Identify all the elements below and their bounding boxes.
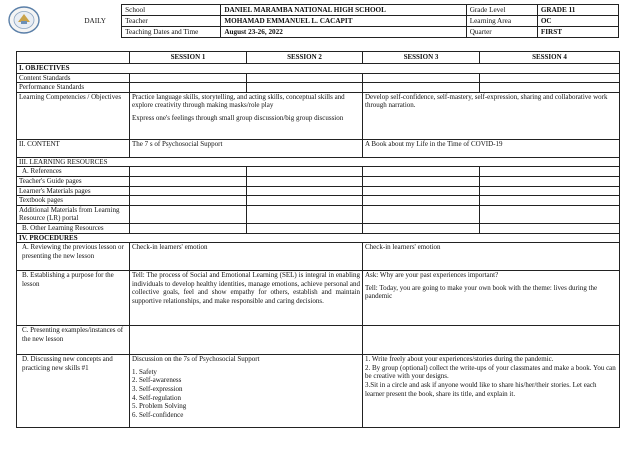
lesson-plan-table [16, 51, 620, 428]
objectives-heading: I. OBJECTIVES [17, 64, 620, 74]
textbook-row [17, 196, 620, 206]
list-item: 6. Self-confidence [132, 410, 184, 419]
competencies-s1-text-a: Practice language skills, storytelling, and acting skills, conceptual skills and explore creativity through making masks/role play [132, 92, 345, 110]
purpose-session-1: Tell: The process of Social and Emotional Learning (SEL) is integral in enabling individuals to develop healthy identities, manage emotions, achieve personal and collective goals, feel and show empathy for others, establish and maintain supportive relationships, and make responsible and caring decisions. [130, 271, 363, 326]
blank-corner-cell [17, 52, 130, 64]
purpose-s3-ask: Ask: Why are your past experiences important? [365, 271, 499, 280]
discussing-s1-title: Discussion on the 7s of Psychosocial Support [132, 355, 260, 364]
school-label: School [122, 5, 221, 16]
performance-standards-row [17, 83, 620, 93]
list-item: 3.Sit in a circle and ask if anyone would like to share his/her/their stories. Let each learner present the book, share its title, and explain it. [365, 380, 597, 398]
objectives-row [17, 64, 620, 74]
discussing-label: D. Discussing new concepts and practicing new skills #1 [17, 355, 130, 428]
session-2-header: SESSION 2 [247, 52, 363, 64]
resources-row [17, 157, 620, 167]
teacher-value: MOHAMAD EMMANUEL L. CACAPIT [221, 16, 466, 27]
header-info-table [5, 4, 619, 38]
quarter-label: Quarter [466, 27, 537, 38]
procedures-heading: IV. PROCEDURES [17, 233, 620, 243]
competencies-session-3: Develop self-confidence, self-mastery, self-expression, sharing and collaborative work through narration. [363, 92, 620, 139]
content-label: II. CONTENT [17, 139, 130, 157]
content-row [17, 139, 620, 157]
review-session-1: Check-in learners' emotion [130, 243, 363, 271]
review-label: A. Reviewing the previous lesson or presenting the new lesson [17, 243, 130, 271]
competencies-label: Learning Competencies / Objectives [17, 92, 130, 139]
list-item: 1. Safety [132, 367, 157, 376]
content-session-3: A Book about my Life in the Time of COVID-19 [363, 139, 620, 157]
procedures-row [17, 233, 620, 243]
list-item: 2. By group (optional) collect the write-ups of your classmates and make a book. You can be creative with your designs. [365, 363, 616, 381]
performance-standards-label: Performance Standards [17, 83, 130, 93]
discussing-session-3 [363, 355, 620, 428]
teacher-label: Teacher [122, 16, 221, 27]
learning-area-label: Learning Area [466, 16, 537, 27]
discussing-session-1 [130, 355, 363, 428]
other-resources-label: B. Other Learning Resources [17, 223, 130, 233]
content-standards-label: Content Standards [17, 73, 130, 83]
discussing-row [17, 355, 620, 428]
purpose-label: B. Establishing a purpose for the lesson [17, 271, 130, 326]
daily-label: DAILY [84, 17, 106, 25]
other-resources-row [17, 223, 620, 233]
grade-level-value: GRADE 11 [537, 5, 618, 16]
presenting-label: C. Presenting examples/instances of the new lesson [17, 326, 130, 355]
teachers-guide-label: Teacher's Guide pages [17, 176, 130, 186]
list-item: 3. Self-expression [132, 384, 183, 393]
purpose-row [17, 271, 620, 326]
content-session-1: The 7 s of Psychosocial Support [130, 139, 363, 157]
session-1-header: SESSION 1 [130, 52, 247, 64]
references-label: A. References [17, 167, 130, 177]
grade-level-label: Grade Level [466, 5, 537, 16]
session-4-header: SESSION 4 [480, 52, 620, 64]
teachers-guide-row [17, 176, 620, 186]
quarter-value: FIRST [537, 27, 618, 38]
textbook-label: Textbook pages [17, 196, 130, 206]
review-row [17, 243, 620, 271]
session-3-header: SESSION 3 [363, 52, 480, 64]
references-row [17, 167, 620, 177]
content-standards-row [17, 73, 620, 83]
list-item: 2. Self-awareness [132, 376, 182, 385]
sessions-header-row [17, 52, 620, 64]
review-session-3: Check-in learners' emotion [363, 243, 620, 271]
list-item: 5. Problem Solving [132, 402, 187, 411]
additional-materials-row [17, 205, 620, 223]
competencies-row [17, 92, 620, 139]
learners-materials-label: Learner's Materials pages [17, 186, 130, 196]
learners-materials-row [17, 186, 620, 196]
competencies-session-1 [130, 92, 363, 139]
additional-materials-label: Additional Materials from Learning Resource (LR) portal [17, 205, 130, 223]
purpose-s3-tell: Tell: Today, you are going to make your own book with the theme: lives during the pandemic [365, 283, 598, 301]
list-item: 4. Self-regulation [132, 393, 181, 402]
resources-heading: III. LEARNING RESOURCES [17, 157, 620, 167]
competencies-s1-text-b: Express one's feelings through small group discussion/big group discussion [132, 113, 344, 122]
school-value: DANIEL MARAMBA NATIONAL HIGH SCHOOL [221, 5, 466, 16]
logo-cell [5, 5, 69, 38]
dates-value: August 23-26, 2022 [221, 27, 466, 38]
learning-area-value: OC [537, 16, 618, 27]
dates-label: Teaching Dates and Time [122, 27, 221, 38]
presenting-row [17, 326, 620, 355]
list-item: 1. Write freely about your experiences/stories during the pandemic. [365, 355, 554, 364]
purpose-session-3 [363, 271, 620, 326]
